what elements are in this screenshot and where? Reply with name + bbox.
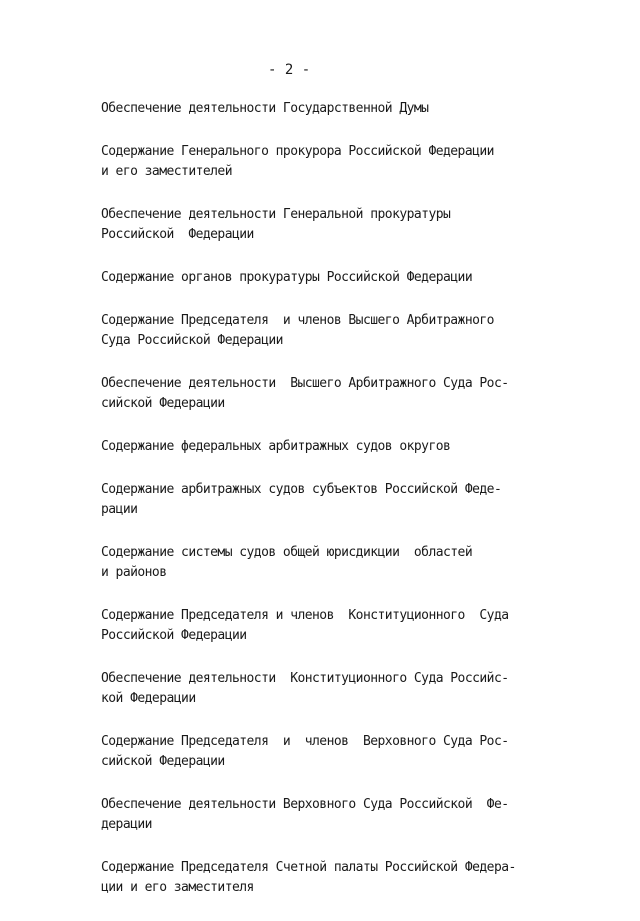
list-item-line: Суда Российской Федерации bbox=[101, 333, 283, 348]
list-item bbox=[101, 669, 551, 709]
list-item-line: Содержание Председателя и членов Высшего Арбитражного bbox=[101, 313, 494, 328]
list-item-line: Российской Федерации bbox=[101, 227, 254, 242]
list-item bbox=[101, 99, 551, 119]
list-item-line: Обеспечение деятельности Высшего Арбитражного Суда Рос- bbox=[101, 376, 509, 391]
list-item-line: рации bbox=[101, 502, 138, 517]
list-item-line: ции и его заместителя bbox=[101, 880, 254, 895]
list-item bbox=[101, 543, 551, 583]
list-item bbox=[101, 795, 551, 835]
budget-items-list bbox=[101, 99, 551, 921]
page-number: - 2 - bbox=[268, 62, 311, 78]
list-item-line: Обеспечение деятельности Государственной Думы bbox=[101, 101, 429, 116]
list-item-line: кой Федерации bbox=[101, 691, 196, 706]
list-item bbox=[101, 480, 551, 520]
list-item-line: Содержание арбитражных судов субъектов Российской Феде- bbox=[101, 482, 502, 497]
list-item-line: и районов bbox=[101, 565, 167, 580]
list-item bbox=[101, 606, 551, 646]
list-item-line: сийской Федерации bbox=[101, 396, 225, 411]
list-item bbox=[101, 437, 551, 457]
list-item-line: Обеспечение деятельности Верховного Суда Российской Фе- bbox=[101, 797, 509, 812]
list-item-line: Обеспечение деятельности Конституционного Суда Российс- bbox=[101, 671, 509, 686]
list-item-line: Содержание федеральных арбитражных судов округов bbox=[101, 439, 451, 454]
list-item-line: Содержание Председателя и членов Верховного Суда Рос- bbox=[101, 734, 509, 749]
list-item-line: и его заместителей bbox=[101, 164, 232, 179]
list-item-line: Российской Федерации bbox=[101, 628, 247, 643]
list-item-line: дерации bbox=[101, 817, 152, 832]
list-item-line: Содержание органов прокуратуры Российской Федерации bbox=[101, 270, 473, 285]
list-item bbox=[101, 858, 551, 898]
list-item bbox=[101, 311, 551, 351]
list-item bbox=[101, 732, 551, 772]
list-item-line: Содержание Генерального прокурора Российской Федерации bbox=[101, 144, 494, 159]
list-item-line: Содержание системы судов общей юрисдикции областей bbox=[101, 545, 473, 560]
list-item-line: Содержание Председателя Счетной палаты Российской Федера- bbox=[101, 860, 516, 875]
list-item bbox=[101, 268, 551, 288]
list-item bbox=[101, 205, 551, 245]
list-item-line: сийской Федерации bbox=[101, 754, 225, 769]
list-item bbox=[101, 142, 551, 182]
list-item bbox=[101, 374, 551, 414]
list-item-line: Содержание Председателя и членов Конституционного Суда bbox=[101, 608, 509, 623]
list-item-line: Обеспечение деятельности Генеральной прокуратуры bbox=[101, 207, 451, 222]
